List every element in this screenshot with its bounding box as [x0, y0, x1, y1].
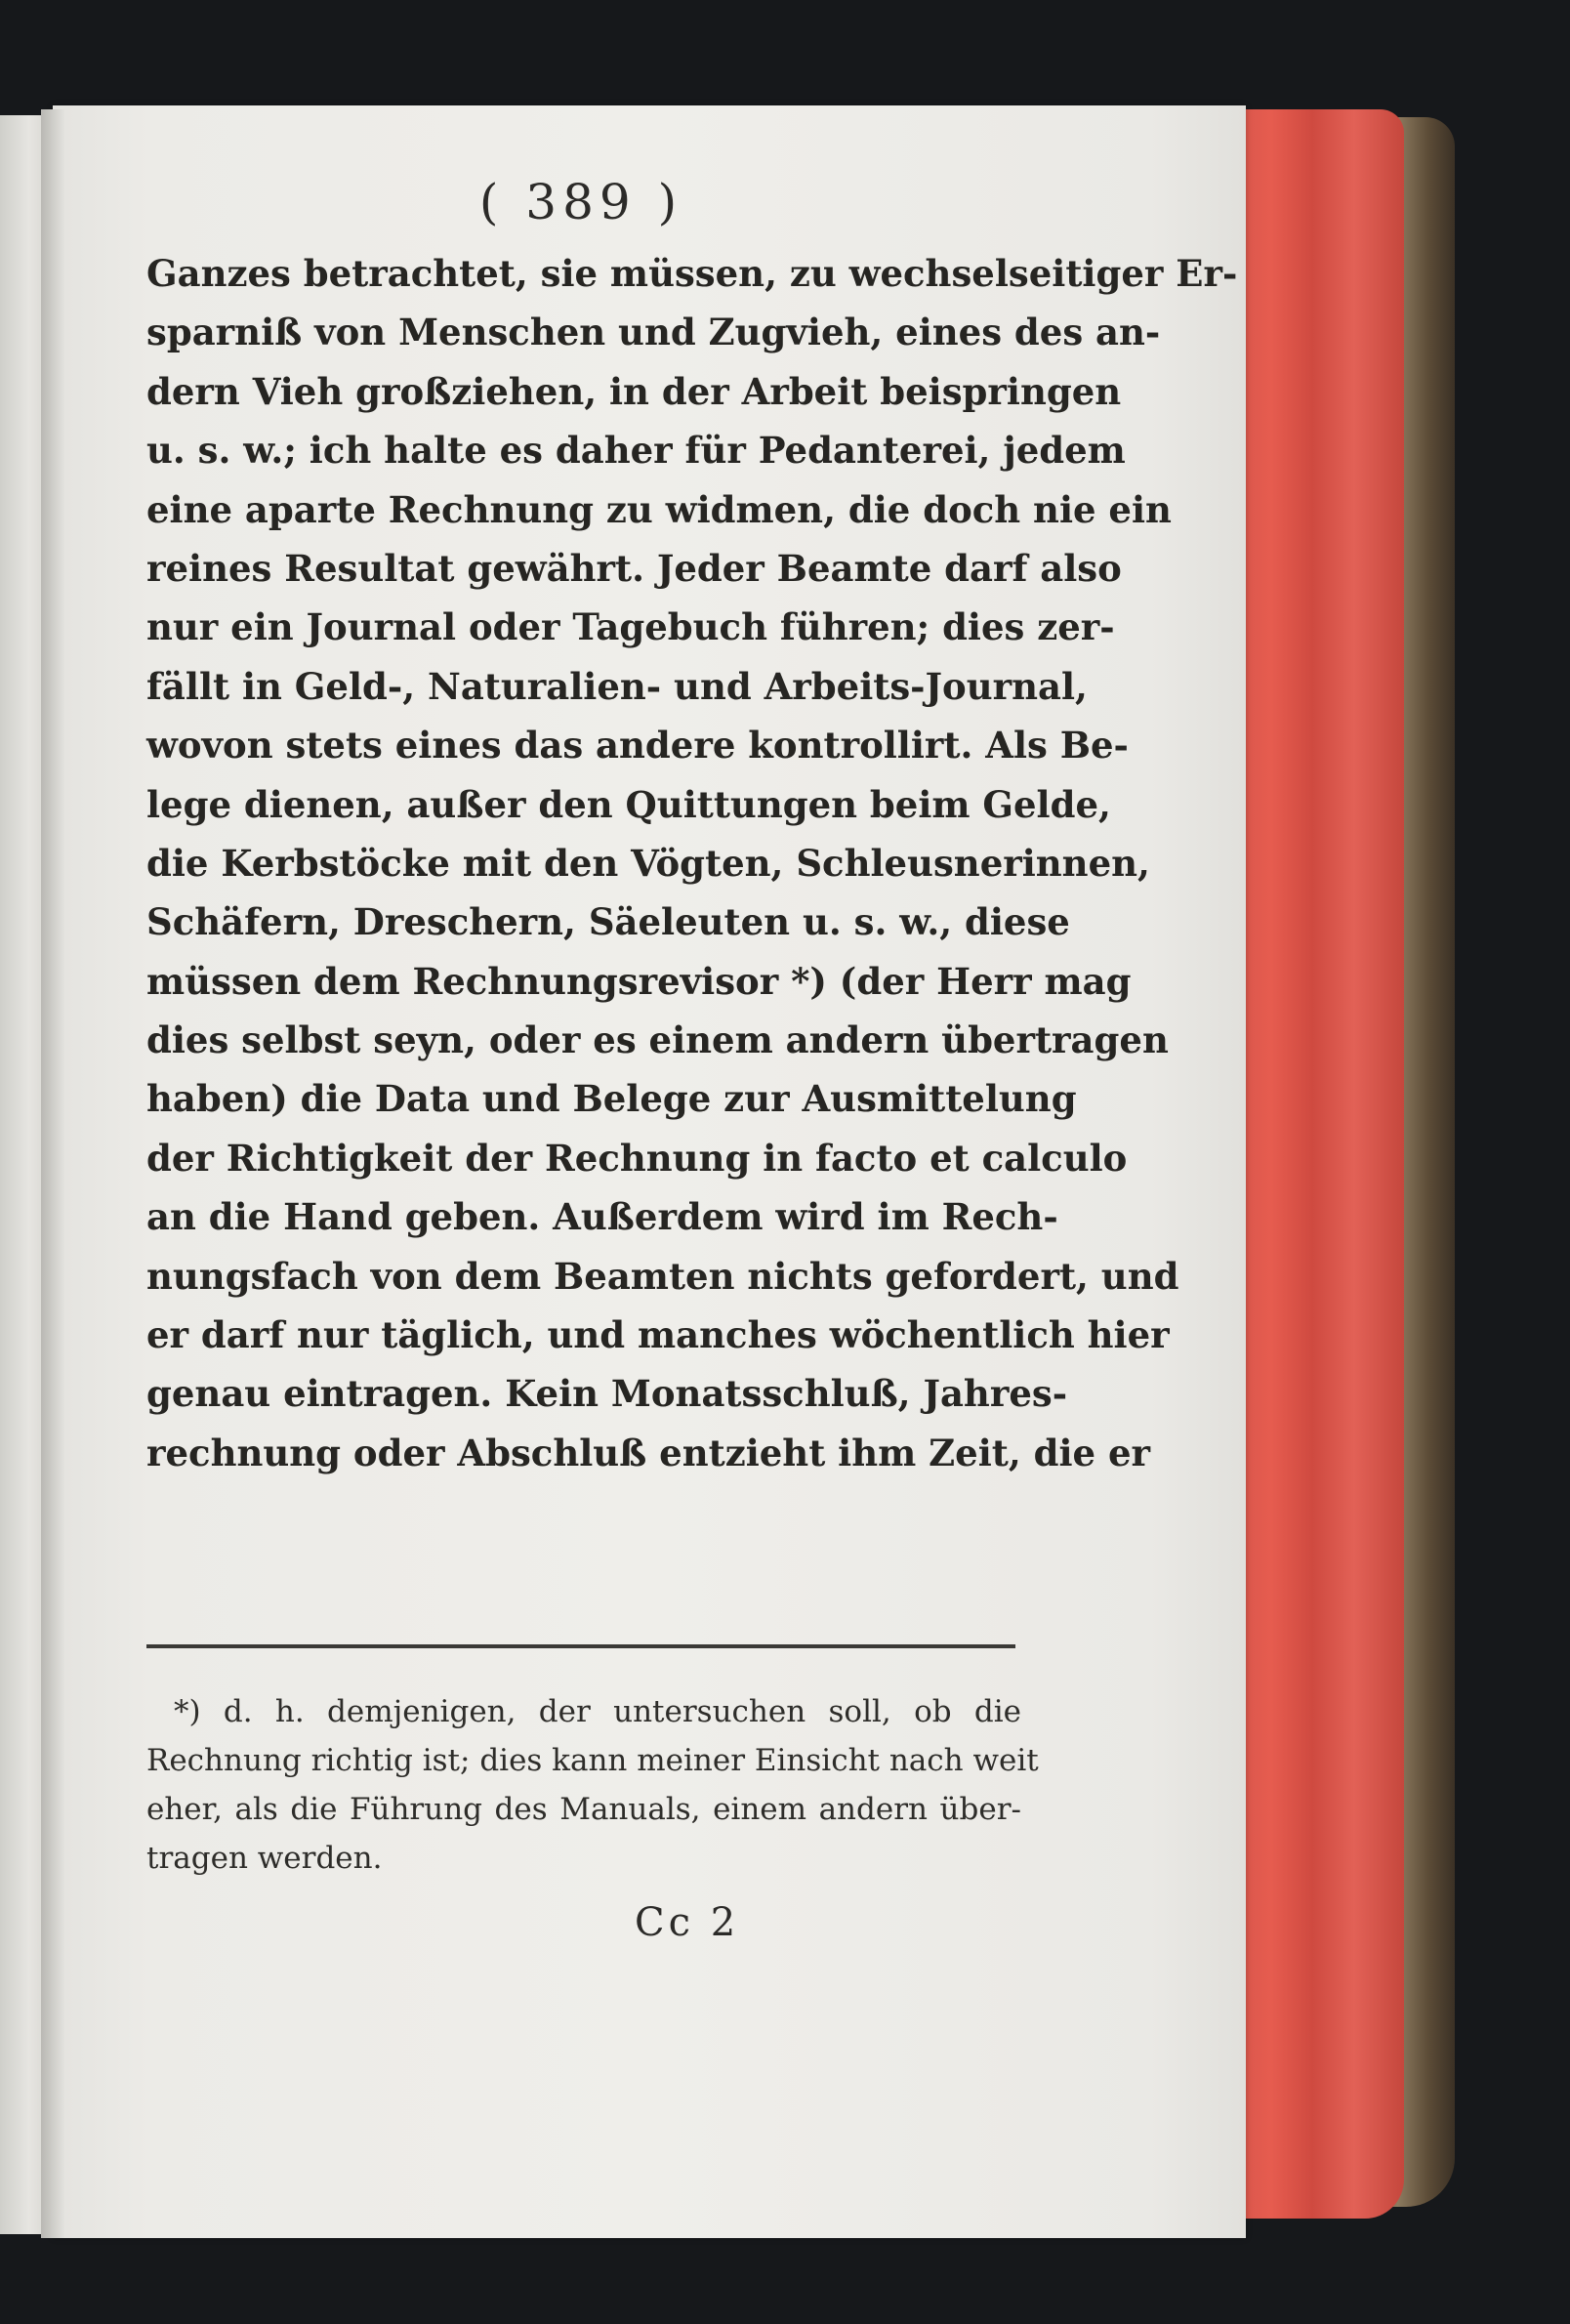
body-line: genau eintragen. Kein Monatsschluß, Jahres-: [146, 1372, 1068, 1416]
body-line: Schäfern, Dreschern, Säeleuten u. s. w., diese: [146, 900, 1070, 944]
body-line: dies selbst seyn, oder es einem andern übertragen: [146, 1018, 1169, 1062]
body-line: dern Vieh großziehen, in der Arbeit beispringen: [146, 369, 1122, 413]
body-line: fällt in Geld-, Naturalien- und Arbeits-Journal,: [146, 664, 1088, 708]
gutter-shadow: [41, 109, 64, 2238]
body-line: die Kerbstöcke mit den Vögten, Schleusnerinnen,: [146, 841, 1150, 885]
body-line: lege dienen, außer den Quittungen beim Gelde,: [146, 782, 1111, 826]
body-line: haben) die Data und Belege zur Ausmittelung: [146, 1077, 1077, 1121]
body-line: u. s. w.; ich halte es daher für Pedanterei, jedem: [146, 429, 1126, 473]
body-line: eine aparte Rechnung zu widmen, die doch nie ein: [146, 487, 1172, 531]
footnote-line: eher, als die Führung des Manuals, einem andern über-: [146, 1792, 1021, 1827]
body-line: nur ein Journal oder Tagebuch führen; dies zer-: [146, 605, 1115, 649]
footnote-rule: [146, 1644, 1015, 1648]
body-line: der Richtigkeit der Rechnung in facto et calculo: [146, 1136, 1128, 1180]
body-line: nungsfach von dem Beamten nichts gefordert, und: [146, 1254, 1179, 1298]
page-number: ( 389 ): [478, 174, 683, 230]
footnote-line: tragen werden.: [146, 1841, 383, 1876]
body-line: an die Hand geben. Außerdem wird im Rech-: [146, 1195, 1058, 1239]
body-line: Ganzes betrachtet, sie müssen, zu wechselseitiger Er-: [146, 252, 1238, 295]
body-text: [146, 244, 1238, 1482]
red-page-edges: [1238, 109, 1404, 2219]
footnote-line: *) d. h. demjenigen, der untersuchen soll, ob die: [174, 1694, 1021, 1729]
signature-mark: Cc 2: [635, 1900, 740, 1945]
body-line: rechnung oder Abschluß entzieht ihm Zeit, die er: [146, 1431, 1151, 1474]
footnote: [146, 1687, 1039, 1883]
body-line: müssen dem Rechnungsrevisor *) (der Herr mag: [146, 959, 1132, 1003]
body-line: sparniß von Menschen und Zugvieh, eines des an-: [146, 311, 1161, 354]
body-line: er darf nur täglich, und manches wöchentlich hier: [146, 1313, 1170, 1357]
body-line: wovon stets eines das andere kontrollirt. Als Be-: [146, 724, 1129, 768]
footnote-line: Rechnung richtig ist; dies kann meiner Einsicht nach weit: [146, 1743, 1039, 1778]
body-line: reines Resultat gewährt. Jeder Beamte darf also: [146, 546, 1122, 590]
